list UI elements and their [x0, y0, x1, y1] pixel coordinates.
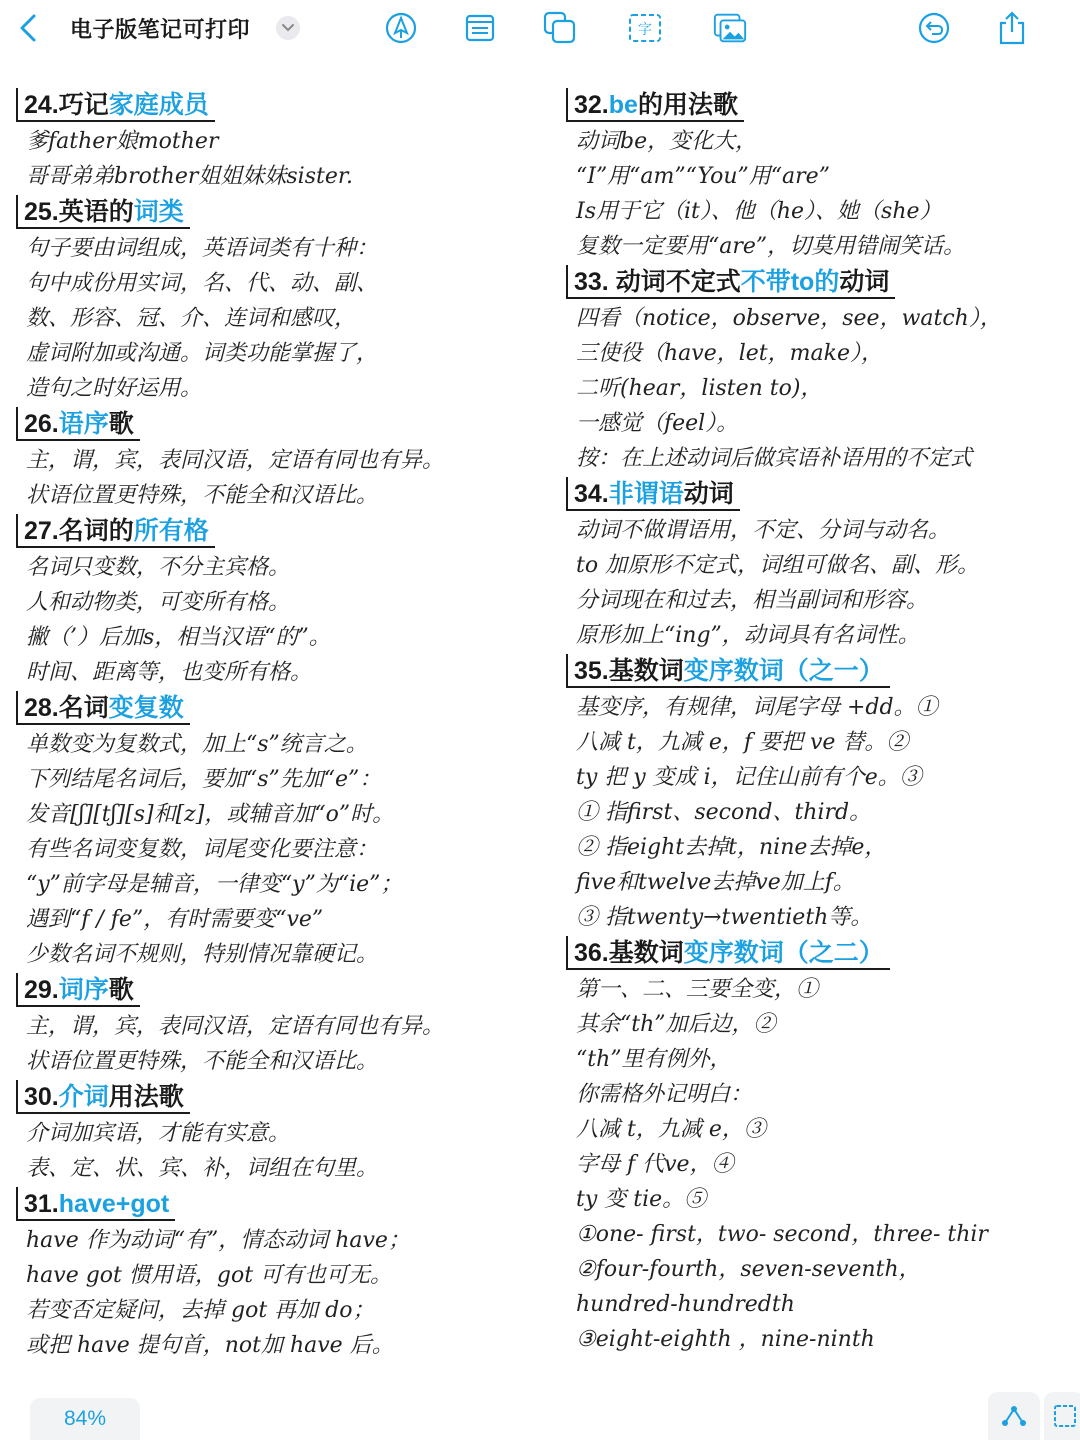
note-line: 发音[ʃ][tʃ][s]和[z]，或辅音加“o”时。 — [26, 802, 395, 827]
note-line: 虚词附加或沟通。词类功能掌握了， — [26, 341, 379, 366]
note-line: 字母 f 代ve，④ — [576, 1152, 734, 1177]
note-line: 状语位置更特殊，不能全和汉语比。 — [26, 1049, 379, 1074]
note-line: 你需格外记明白： — [576, 1082, 753, 1107]
section-number: 26. — [24, 410, 59, 438]
share-nodes-icon[interactable] — [988, 1392, 1040, 1440]
note-section — [16, 973, 561, 1079]
heading-text: 巧记 — [58, 91, 109, 119]
note-line: ② 指eight去掉t，nine去掉e， — [576, 835, 887, 860]
note-line: “y”前字母是辅音，一律变“y”为“ie”； — [26, 872, 403, 897]
section-heading — [566, 654, 890, 688]
note-section — [16, 407, 561, 513]
section-heading — [16, 514, 215, 548]
note-line: ①one- first，two- second，three- thir — [576, 1222, 988, 1247]
section-number: 31. — [24, 1190, 59, 1218]
heading-text: 基数词 — [608, 657, 684, 685]
heading-text: 基数词 — [608, 939, 684, 967]
note-line: 一感觉（feel）。 — [576, 411, 739, 436]
heading-text: 动词不定式 — [608, 268, 741, 296]
chevron-left-icon[interactable] — [14, 12, 44, 44]
note-line: 撇（’）后加s，相当汉语“的”。 — [26, 625, 331, 650]
heading-text: 的用法歌 — [637, 91, 738, 119]
note-section — [566, 936, 1080, 1357]
section-number: 29. — [24, 976, 59, 1004]
note-line: have 作为动词“有”，情态动词 have； — [26, 1228, 410, 1253]
note-line: 动词be，变化大， — [576, 129, 758, 154]
note-line: five和twelve去掉ve加上f。 — [576, 870, 855, 895]
section-heading — [566, 477, 740, 511]
top-toolbar — [0, 0, 1080, 58]
note-section — [16, 1187, 561, 1363]
heading-highlight: 词类 — [133, 198, 184, 226]
note-section — [16, 195, 561, 406]
note-line: 基变序，有规律，词尾字母 +dd。① — [576, 695, 938, 720]
note-line: 主，谓，宾，表同汉语，定语有同也有异。 — [26, 1014, 445, 1039]
copy-icon[interactable] — [542, 10, 578, 46]
note-section — [16, 1080, 561, 1186]
note-section — [16, 88, 561, 194]
note-line: 表、定、状、宾、补，词组在句里。 — [26, 1156, 379, 1181]
heading-highlight: 所有格 — [133, 517, 209, 545]
heading-text: 名词 — [58, 694, 109, 722]
note-line: 四看（notice，observe，see，watch）， — [576, 306, 1002, 331]
heading-highlight: 变复数 — [108, 694, 184, 722]
heading-highlight: 不带to的 — [740, 268, 840, 296]
heading-highlight: 变序数词（之一） — [683, 657, 884, 685]
note-line: 状语位置更特殊，不能全和汉语比。 — [26, 483, 379, 508]
note-line: 介词加宾语，才能有实意。 — [26, 1121, 291, 1146]
note-section — [16, 691, 561, 972]
note-line: 遇到“f / fe”，有时需要变“ve” — [26, 907, 324, 932]
section-heading — [566, 265, 895, 299]
note-line: Is用于它（it）、他（he）、她（she） — [576, 199, 942, 224]
text-box-icon[interactable] — [462, 10, 498, 46]
section-heading — [16, 1080, 190, 1114]
note-line: 二听(hear，listen to)， — [576, 376, 823, 401]
note-section — [566, 265, 1080, 476]
note-line: ty 变 tie。⑤ — [576, 1187, 707, 1212]
section-heading — [16, 973, 140, 1007]
heading-highlight: 家庭成员 — [108, 91, 209, 119]
heading-highlight: be — [608, 91, 638, 119]
note-line: to 加原形不定式，词组可做名、副、形。 — [576, 553, 980, 578]
section-number: 36. — [574, 939, 609, 967]
section-number: 27. — [24, 517, 59, 545]
note-line: 时间、距离等，也变所有格。 — [26, 660, 313, 685]
undo-icon[interactable] — [916, 10, 952, 46]
note-line: 句子要由词组成，英语词类有十种： — [26, 236, 379, 261]
section-heading — [16, 1187, 175, 1221]
section-heading — [16, 195, 190, 229]
zoom-level[interactable]: 84% — [30, 1398, 140, 1440]
note-line: 复数一定要用“are”，切莫用错闹笑话。 — [576, 234, 966, 259]
notes-left-column — [16, 88, 561, 1364]
section-number: 32. — [574, 91, 609, 119]
section-number: 24. — [24, 91, 59, 119]
heading-text: 名词的 — [58, 517, 134, 545]
note-line: 句中成份用实词，名、代、动、副、 — [26, 271, 379, 296]
section-number: 33. — [574, 268, 609, 296]
note-line: 三使役（have，let，make）， — [576, 341, 883, 366]
note-line: 或把 have 提句首，not加 have 后。 — [26, 1333, 394, 1358]
heading-text: 动词 — [683, 480, 734, 508]
section-heading — [16, 88, 215, 122]
note-section — [566, 88, 1080, 264]
note-line: 分词现在和过去，相当副词和形容。 — [576, 588, 929, 613]
note-line: 主，谓，宾，表同汉语，定语有同也有异。 — [26, 448, 445, 473]
note-line: have got 惯用语，got 可有也可无。 — [26, 1263, 393, 1288]
heading-text: 动词 — [839, 268, 890, 296]
page-view-icon[interactable] — [1044, 1392, 1080, 1440]
svg-text:字: 字 — [638, 22, 652, 38]
heading-text: 英语的 — [58, 198, 134, 226]
heading-highlight: 非谓语 — [608, 480, 684, 508]
heading-text: 歌 — [108, 976, 134, 1004]
notes-right-column — [566, 88, 1080, 1358]
heading-highlight: have+got — [58, 1190, 170, 1218]
note-section — [16, 514, 561, 690]
note-line: 哥哥弟弟brother姐姐妹妹sister. — [26, 164, 353, 189]
note-line: 有些名词变复数，词尾变化要注意： — [26, 837, 379, 862]
note-line: ① 指first、second、third。 — [576, 800, 872, 825]
section-heading — [16, 407, 140, 441]
section-heading — [566, 88, 744, 122]
note-line: 八减 t，九减 e，f 要把 ve 替。② — [576, 730, 909, 755]
note-line: ty 把 y 变成 i，记住山前有个e。③ — [576, 765, 922, 790]
text-recognize-icon[interactable] — [627, 10, 663, 46]
pen-tip-icon[interactable] — [383, 10, 419, 46]
document-title[interactable]: 电子版笔记可打印 — [70, 17, 251, 42]
note-line: 名词只变数，不分主宾格。 — [26, 555, 291, 580]
note-section — [566, 477, 1080, 653]
note-section — [566, 654, 1080, 935]
heading-text: 用法歌 — [108, 1083, 184, 1111]
note-line: 爹father娘mother — [26, 129, 219, 154]
note-line: hundred-hundredth — [576, 1292, 795, 1317]
chevron-down-icon[interactable] — [276, 16, 300, 40]
section-heading — [16, 691, 190, 725]
note-line: 八减 t，九减 e，③ — [576, 1117, 766, 1142]
heading-highlight: 变序数词（之二） — [683, 939, 884, 967]
note-line: 按：在上述动词后做宾语补语用的不定式 — [576, 446, 973, 471]
note-line: 数、形容、冠、介、连词和感叹， — [26, 306, 357, 331]
note-line: ②four-fourth，seven-seventh， — [576, 1257, 921, 1282]
note-line: 少数名词不规则，特别情况靠硬记。 — [26, 942, 379, 967]
heading-highlight: 词序 — [58, 976, 109, 1004]
note-line: ③eight-eighth ，nine-ninth — [576, 1327, 875, 1352]
note-line: 下列结尾名词后，要加“s”先加“e”： — [26, 767, 382, 792]
note-line: 原形加上“ing”，动词具有名词性。 — [576, 623, 920, 648]
section-heading — [566, 936, 890, 970]
note-line: ③ 指twenty→twentieth等。 — [576, 905, 873, 930]
note-line: 若变否定疑问，去掉 got 再加 do； — [26, 1298, 375, 1323]
section-number: 25. — [24, 198, 59, 226]
share-icon[interactable] — [994, 10, 1030, 46]
section-number: 35. — [574, 657, 609, 685]
note-line: 人和动物类，可变所有格。 — [26, 590, 291, 615]
section-number: 34. — [574, 480, 609, 508]
section-number: 30. — [24, 1083, 59, 1111]
heading-highlight: 介词 — [58, 1083, 109, 1111]
note-line: 其余“th”加后边，② — [576, 1012, 776, 1037]
note-line: 造句之时好运用。 — [26, 376, 203, 401]
section-number: 28. — [24, 694, 59, 722]
image-icon[interactable] — [712, 10, 748, 46]
note-line: 第一、二、三要全变，① — [576, 977, 819, 1002]
heading-text: 歌 — [108, 410, 134, 438]
note-line: “th”里有例外， — [576, 1047, 732, 1072]
note-line: 单数变为复数式，加上“s”统言之。 — [26, 732, 368, 757]
note-line: 动词不做谓语用，不定、分词与动名。 — [576, 518, 951, 543]
heading-highlight: 语序 — [58, 410, 109, 438]
note-line: “I”用“am”“You”用“are” — [576, 164, 830, 189]
